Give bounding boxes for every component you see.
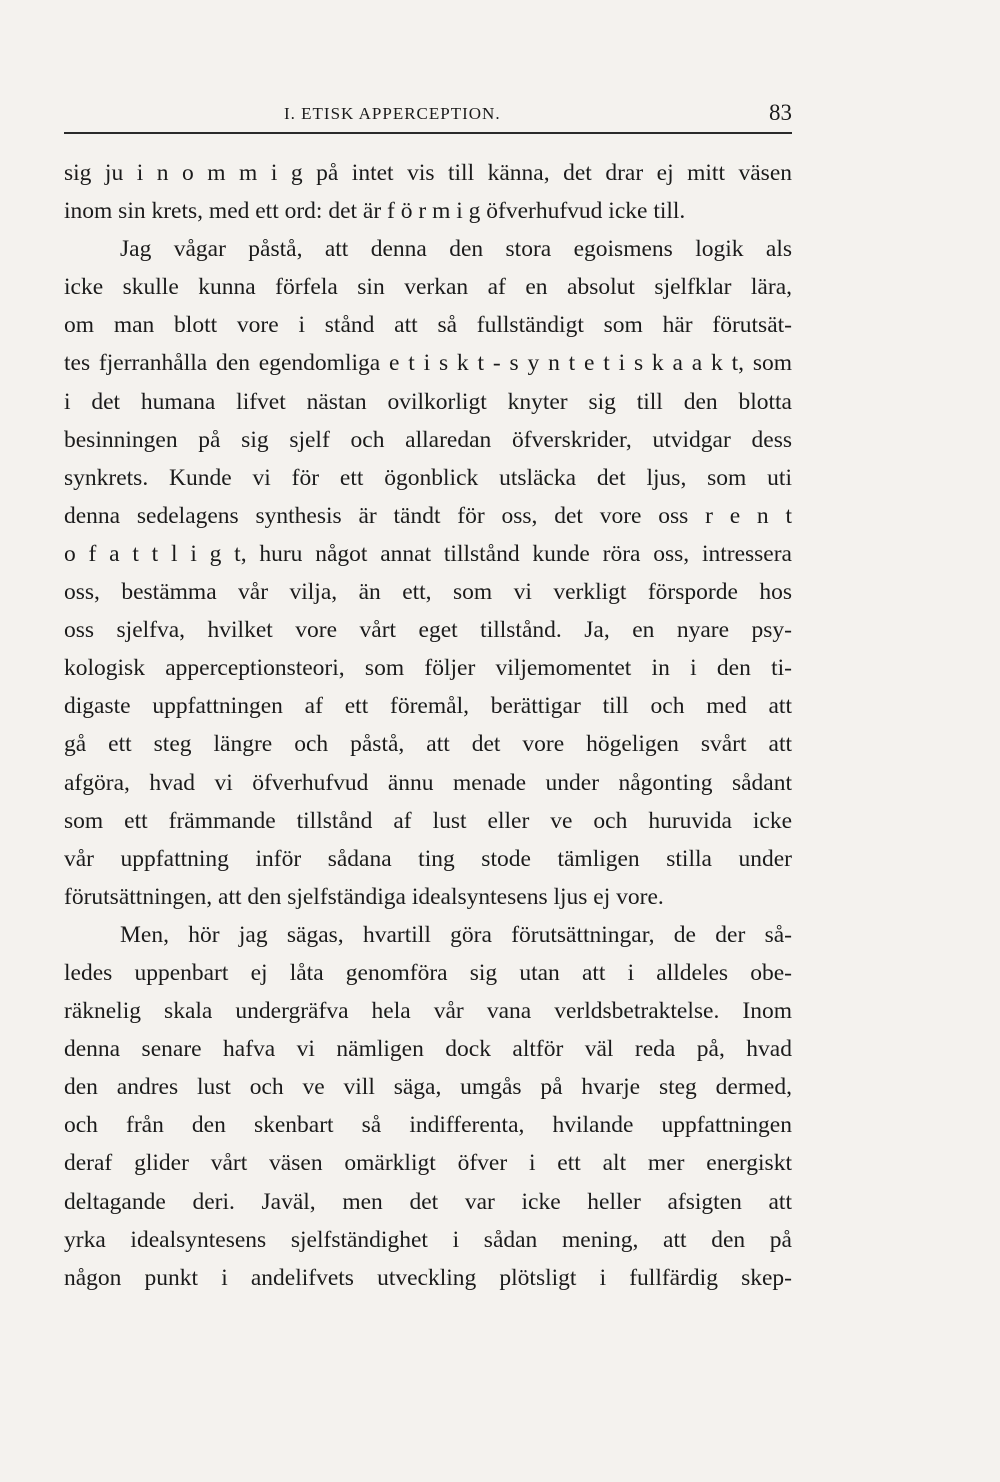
text-line: ledes uppenbart ej låta genomföra sig utan att i alldeles obe- xyxy=(64,959,792,986)
text-line: icke skulle kunna förfela sin verkan af en absolut sjelfklar lära, xyxy=(64,274,792,301)
text-line: inom sin krets, med ett ord: det är f ö r m i g öfverhufvud icke till. xyxy=(64,198,686,225)
text-line: vår uppfattning inför sådana ting stode tämligen stilla under xyxy=(64,845,792,872)
body-text xyxy=(64,154,792,1297)
text-line: denna senare hafva vi nämligen dock altför väl reda på, hvad xyxy=(64,1036,792,1063)
text-line: och från den skenbart så indifferenta, hvilande uppfattningen xyxy=(64,1112,792,1139)
text-line: tes fjerranhålla den egendomliga e t i s k t - s y n t e t i s k a a k t, som xyxy=(64,350,792,377)
text-line: oss sjelfva, hvilket vore vårt eget tillstånd. Ja, en nyare psy- xyxy=(64,617,792,644)
text-line: denna sedelagens synthesis är tändt för oss, det vore oss r e n t xyxy=(64,502,792,529)
text-line: som ett främmande tillstånd af lust eller ve och huruvida icke xyxy=(64,807,792,834)
text-line: förutsättningen, att den sjelfständiga idealsyntesens ljus ej vore. xyxy=(64,883,664,910)
text-line: kologisk apperceptionsteori, som följer viljemomentet in i den ti- xyxy=(64,655,792,682)
text-line: Jag vågar påstå, att denna den stora egoismens logik als xyxy=(120,236,792,263)
text-line: gå ett steg längre och påstå, att det vore högeligen svårt att xyxy=(64,731,792,758)
text-line: någon punkt i andelifvets utveckling plötsligt i fullfärdig skep- xyxy=(64,1264,792,1291)
text-line: deltagande deri. Javäl, men det var icke heller afsigten att xyxy=(64,1188,792,1215)
header-rule xyxy=(64,132,792,134)
text-line: yrka idealsyntesens sjelfständighet i sådan mening, att den på xyxy=(64,1226,792,1253)
text-line: digaste uppfattningen af ett föremål, berättigar till och med att xyxy=(64,693,792,720)
page-number: 83 xyxy=(769,100,792,125)
text-line: oss, bestämma vår vilja, än ett, som vi verkligt försporde hos xyxy=(64,579,792,606)
running-head: I. ETISK APPERCEPTION. xyxy=(284,104,501,123)
text-line: deraf glider vårt väsen omärkligt öfver i ett alt mer energiskt xyxy=(64,1150,792,1177)
text-line: den andres lust och ve vill säga, umgås på hvarje steg dermed, xyxy=(64,1074,792,1101)
text-line: sig ju i n o m m i g på intet vis till känna, det drar ej mitt väsen xyxy=(64,160,792,186)
text-line: räknelig skala undergräfva hela vår vana verldsbetraktelse. Inom xyxy=(64,998,792,1025)
text-line: besinningen på sig sjelf och allaredan öfverskrider, utvidgar dess xyxy=(64,426,792,453)
text-line: om man blott vore i stånd att så fullständigt som här förutsät- xyxy=(64,312,792,339)
text-line: afgöra, hvad vi öfverhufvud ännu menade under någonting sådant xyxy=(64,769,792,796)
page-header xyxy=(64,100,792,130)
text-line: i det humana lifvet nästan ovilkorligt knyter sig till den blotta xyxy=(64,388,792,415)
text-line: Men, hör jag sägas, hvartill göra förutsättningar, de der så- xyxy=(120,921,792,948)
text-line: o f a t t l i g t, huru något annat tillstånd kunde röra oss, intressera xyxy=(64,540,792,567)
text-line: synkrets. Kunde vi för ett ögonblick utsläcka det ljus, som uti xyxy=(64,464,792,491)
